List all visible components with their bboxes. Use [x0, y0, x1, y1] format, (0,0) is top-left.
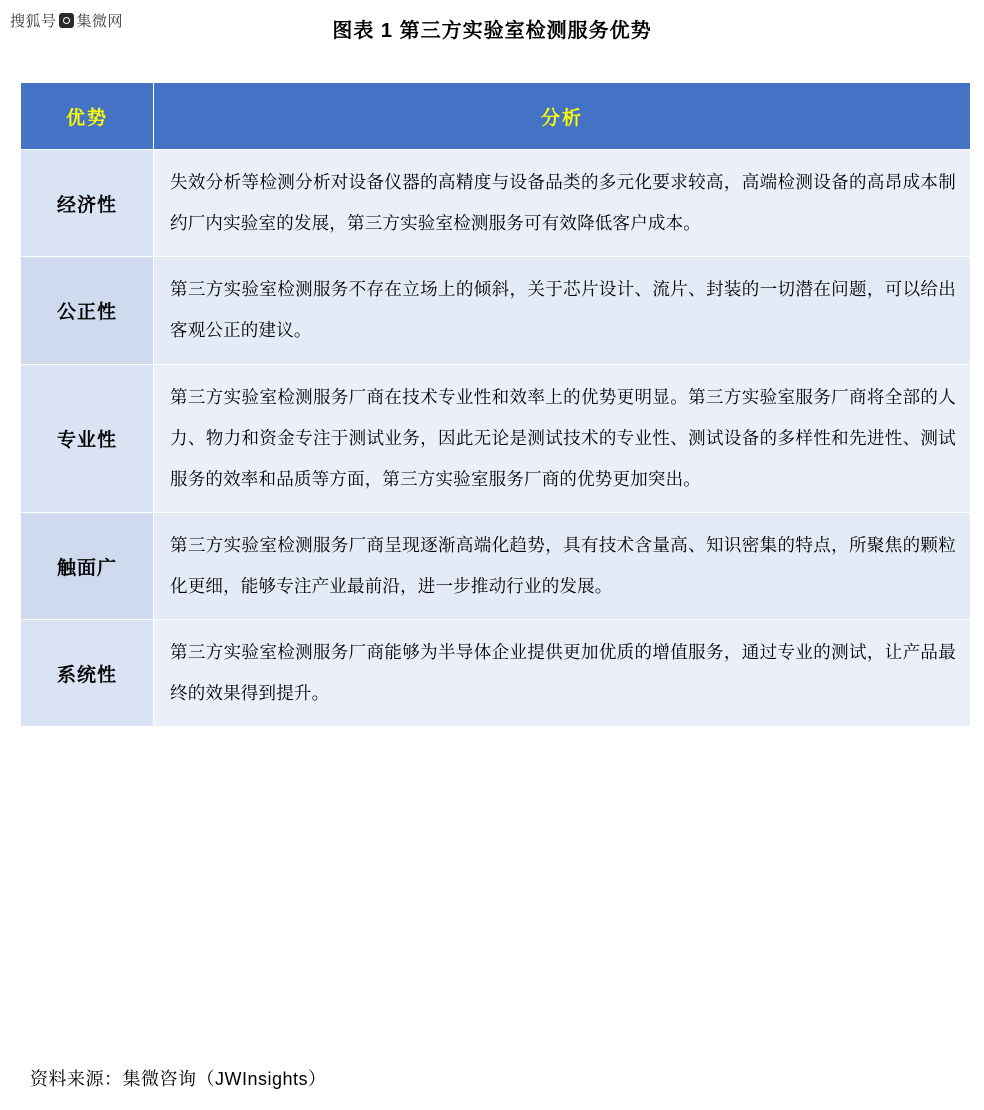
cell-advantage: 经济性 [21, 150, 154, 257]
cell-analysis: 第三方实验室检测服务厂商能够为半导体企业提供更加优质的增值服务，通过专业的测试，让产品最终的效果得到提升。 [154, 620, 971, 727]
watermark-text-before: 搜狐号 [10, 13, 57, 30]
advantage-table-container [20, 82, 964, 727]
watermark-text-after: 集微网 [76, 13, 124, 30]
column-header-analysis: 分析 [154, 83, 971, 150]
cell-advantage: 系统性 [21, 620, 154, 727]
table-row [21, 150, 971, 257]
table-header [21, 83, 971, 150]
table-header-row [21, 83, 971, 150]
cell-advantage: 公正性 [21, 257, 154, 364]
cell-analysis: 失效分析等检测分析对设备仪器的高精度与设备品类的多元化要求较高，高端检测设备的高昂成本制约厂内实验室的发展，第三方实验室检测服务可有效降低客户成本。 [154, 150, 971, 257]
table-row [21, 620, 971, 727]
table-row [21, 257, 971, 364]
table-body [21, 150, 971, 727]
cell-analysis: 第三方实验室检测服务厂商呈现逐渐高端化趋势，具有技术含量高、知识密集的特点，所聚焦的颗粒化更细，能够专注产业最前沿，进一步推动行业的发展。 [154, 512, 971, 619]
advantage-table [20, 82, 971, 727]
cell-analysis: 第三方实验室检测服务厂商在技术专业性和效率上的优势更明显。第三方实验室服务厂商将全部的人力、物力和资金专注于测试业务，因此无论是测试技术的专业性、测试设备的多样性和先进性、测试服务的效率和品质等方面，第三方实验室服务厂商的优势更加突出。 [154, 364, 971, 512]
table-row [21, 512, 971, 619]
cell-advantage: 触面广 [21, 512, 154, 619]
source-note: 资料来源：集微咨询（JWInsights） [30, 1069, 327, 1089]
table-row [21, 364, 971, 512]
page-title: 图表 1 第三方实验室检测服务优势 [332, 20, 652, 42]
cell-advantage: 专业性 [21, 364, 154, 512]
column-header-advantage: 优势 [21, 83, 154, 150]
cell-analysis: 第三方实验室检测服务不存在立场上的倾斜，关于芯片设计、流片、封装的一切潜在问题，可以给出客观公正的建议。 [154, 257, 971, 364]
